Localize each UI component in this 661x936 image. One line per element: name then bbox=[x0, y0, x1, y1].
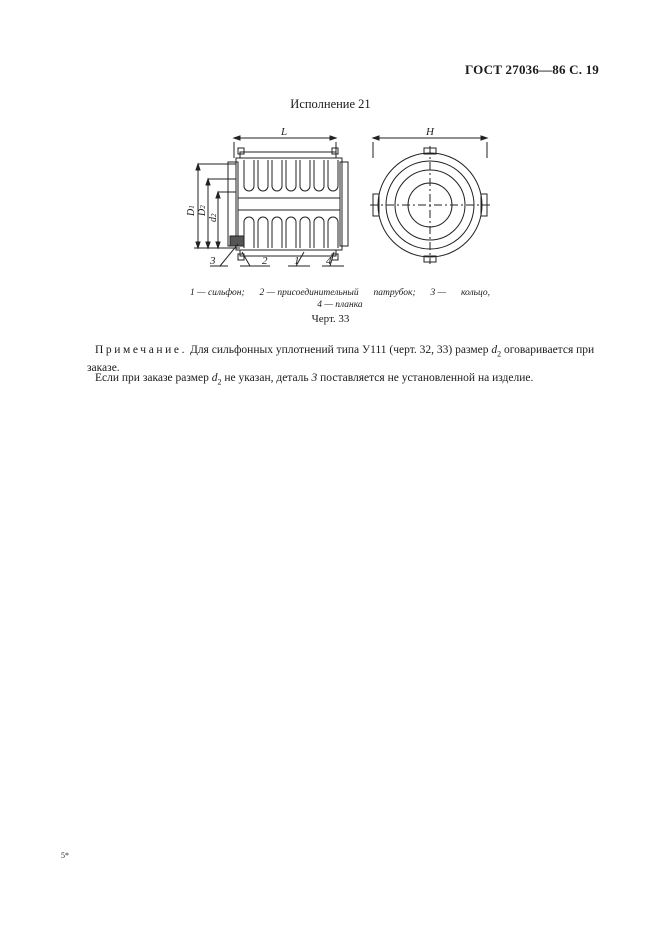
legend-item-1: 1 — сильфон; bbox=[190, 288, 245, 298]
note-prefix: Примечание. bbox=[95, 344, 188, 356]
page-header: ГОСТ 27036—86 С. 19 bbox=[465, 62, 599, 77]
note-d-sub: 2 bbox=[497, 349, 502, 359]
page-footer-mark: 5* bbox=[61, 851, 69, 860]
note-part-number: 3 bbox=[311, 372, 318, 384]
dim-d2: d2 bbox=[208, 213, 219, 222]
dim-D1: D1 bbox=[186, 205, 197, 216]
callout-1: 1 bbox=[294, 255, 300, 267]
note-d-letter: d bbox=[491, 344, 498, 356]
note-text-1-end: оговаривается при заказе. bbox=[87, 344, 595, 375]
note-paragraph-2 bbox=[95, 371, 615, 389]
note-d-letter-2: d bbox=[211, 372, 218, 384]
legend-item-3: патрубок; bbox=[373, 288, 416, 298]
legend-item-4: 3 — bbox=[430, 288, 447, 298]
callout-3: 3 bbox=[210, 255, 216, 267]
note-text-2a: Если при заказе размер bbox=[95, 372, 209, 384]
callout-4: 4 bbox=[326, 255, 332, 267]
figure-title: Исполнение 21 bbox=[290, 97, 371, 111]
callout-2: 2 bbox=[262, 255, 268, 267]
legend-item-2: 2 — присоединительный bbox=[259, 288, 359, 298]
dim-H: H bbox=[426, 126, 434, 138]
figure-label: Черт. 33 bbox=[311, 313, 350, 325]
note-text-2c: поставляется не установленной на изделие. bbox=[320, 372, 534, 384]
note-text-1: Для сильфонных уплотнений типа У111 (черт. 32, 33) размер bbox=[189, 344, 489, 356]
legend-item-5: кольцо, bbox=[460, 288, 490, 298]
dim-D2: D2 bbox=[197, 205, 208, 216]
dim-L: L bbox=[281, 126, 288, 138]
legend-item-6: 4 — планка bbox=[317, 300, 363, 310]
note-d-sub-2: 2 bbox=[217, 377, 222, 387]
technical-drawing bbox=[180, 118, 510, 283]
figure-legend bbox=[190, 287, 490, 311]
note-text-2b: не указан, деталь bbox=[224, 372, 309, 384]
